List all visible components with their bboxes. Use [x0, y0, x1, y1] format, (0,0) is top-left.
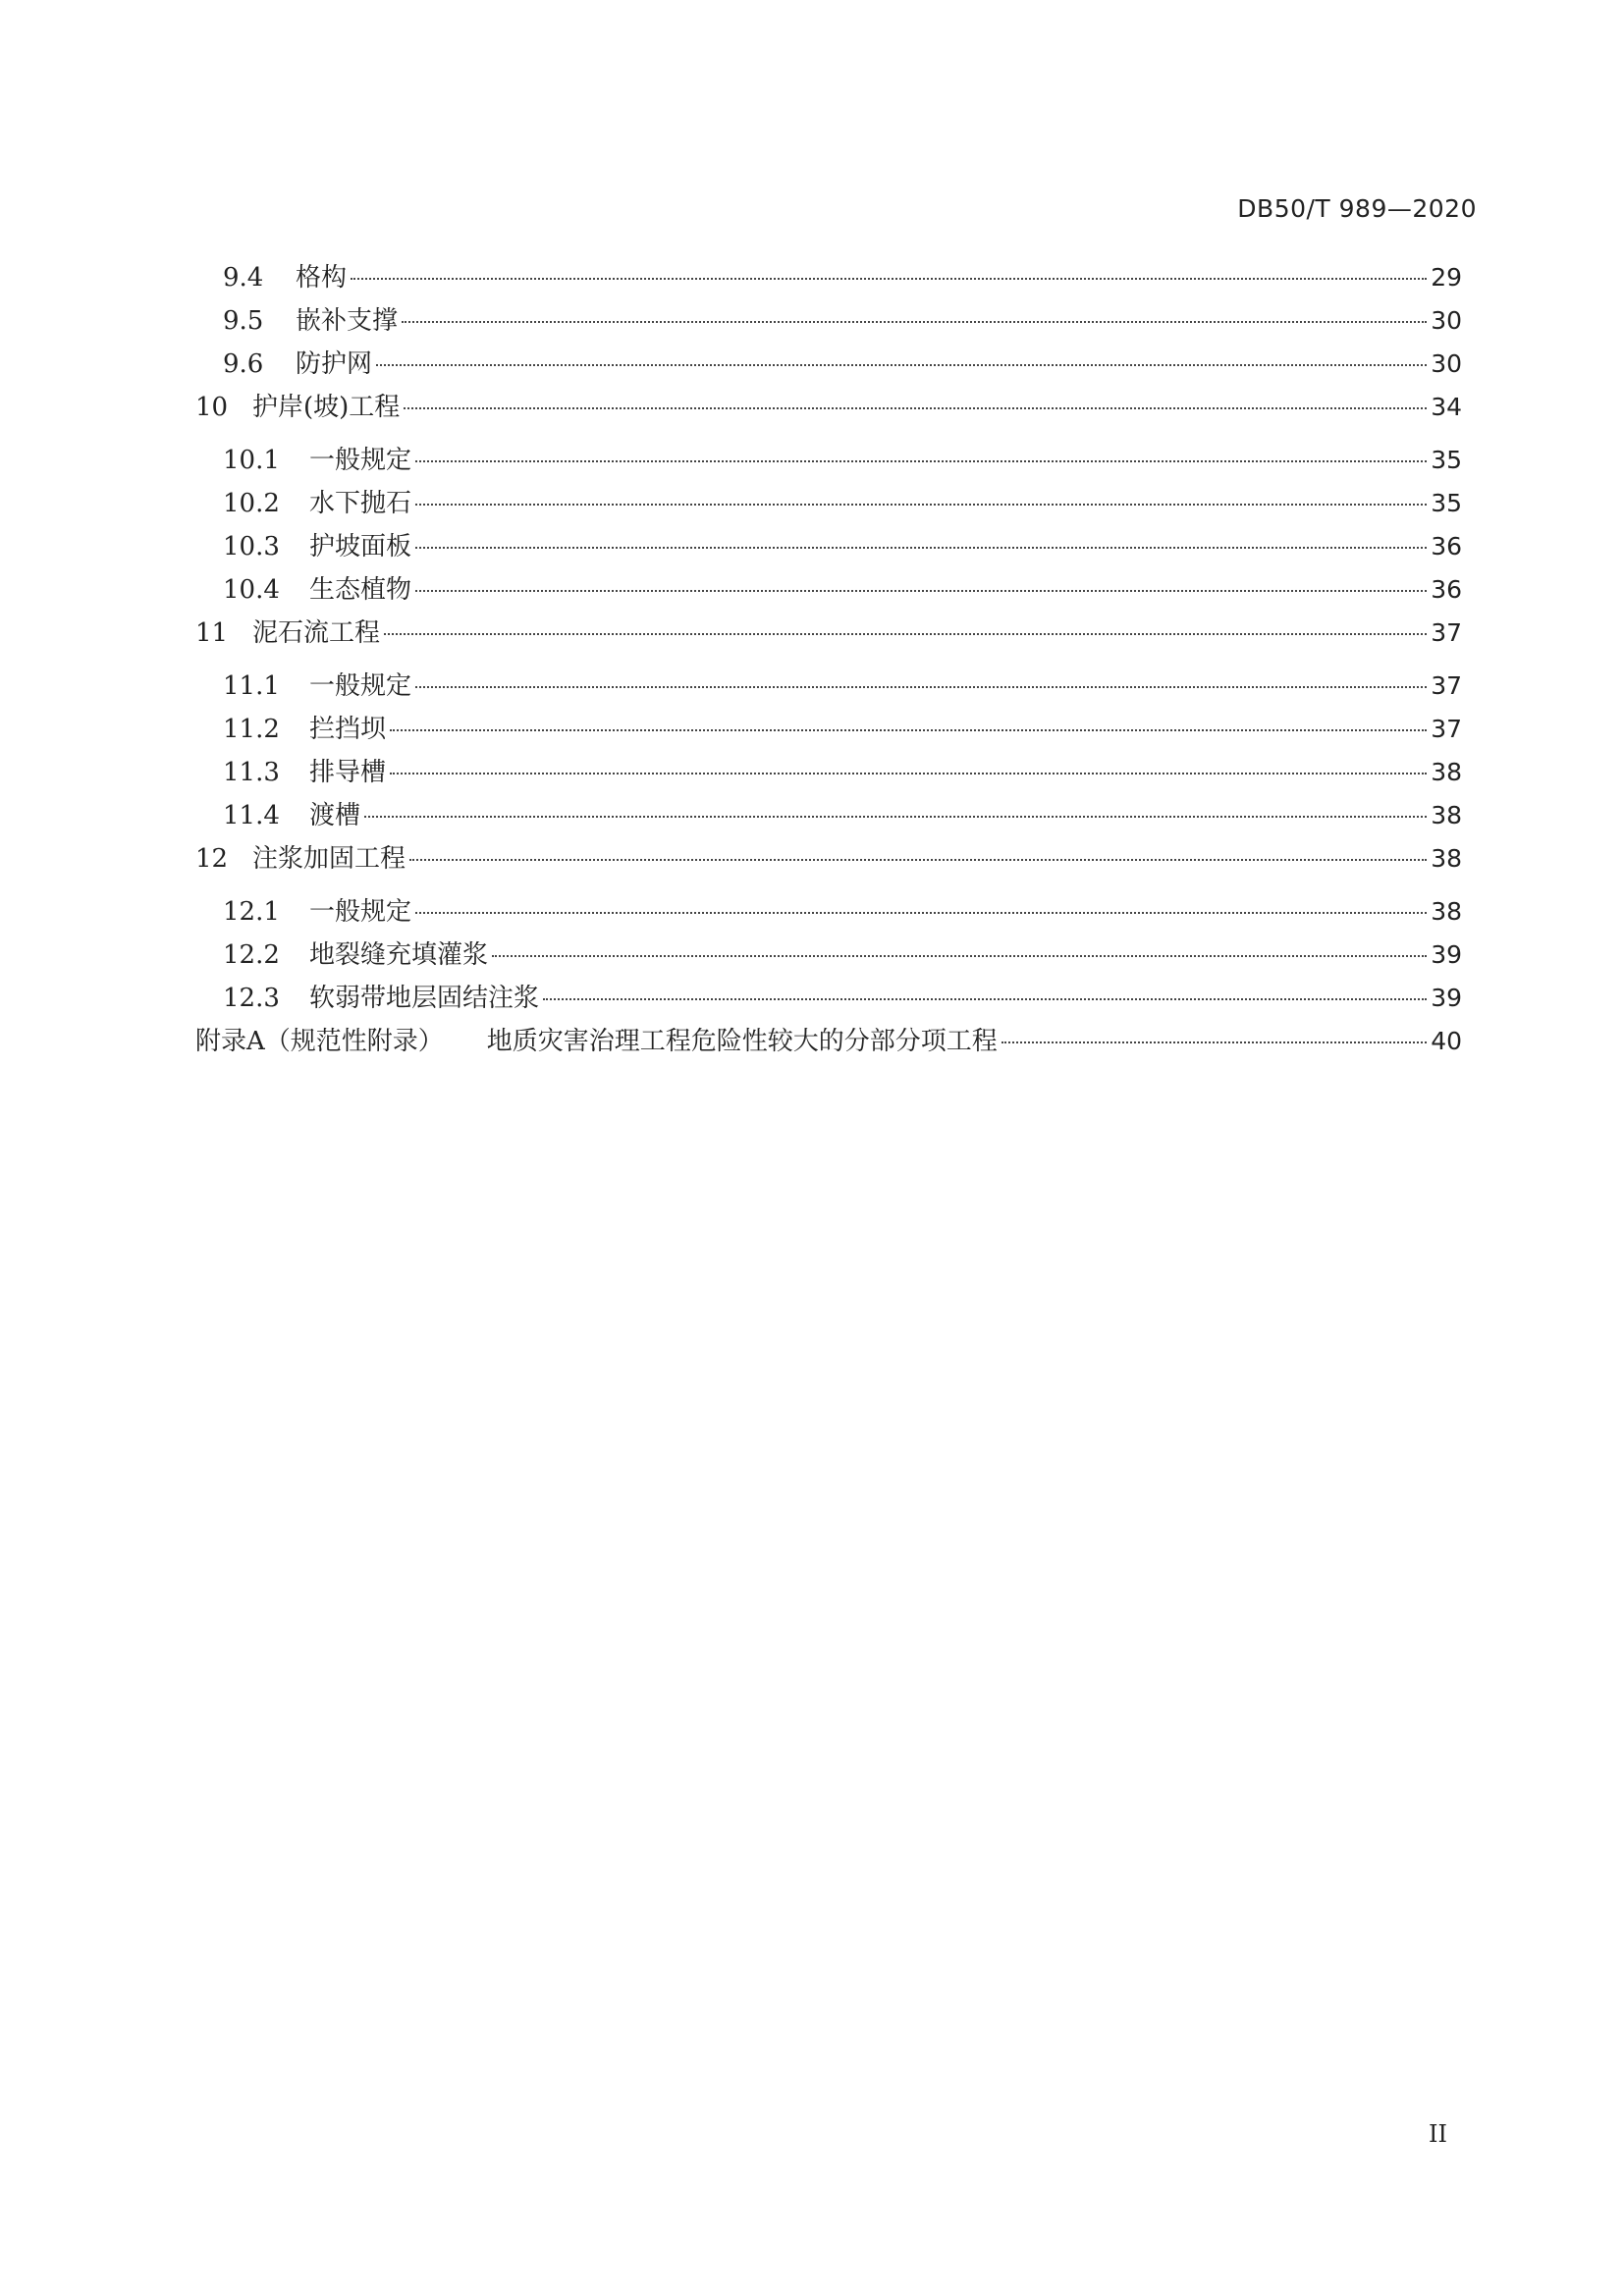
toc-entry-page: 37 [1431, 618, 1462, 647]
table-of-contents [195, 263, 1462, 1080]
toc-entry-number: 10.2 [223, 489, 280, 518]
toc-entry-page: 39 [1431, 940, 1462, 969]
toc-entry-number: 10.3 [223, 532, 280, 561]
toc-entry-number: 12.1 [223, 897, 280, 927]
toc-entry-page: 37 [1431, 671, 1462, 700]
toc-entry[interactable] [195, 671, 1462, 701]
toc-entry[interactable] [195, 940, 1462, 970]
toc-entry-title: 护岸(坡)工程 [252, 393, 401, 422]
toc-entry[interactable] [195, 575, 1462, 605]
toc-entry-title: 一般规定 [309, 671, 412, 701]
toc-leader-dots [415, 686, 1427, 688]
toc-leader-dots [492, 955, 1427, 957]
toc-entry-number: 10.1 [223, 446, 280, 475]
toc-entry[interactable] [195, 715, 1462, 744]
toc-entry-title: 水下抛石 [309, 489, 412, 518]
appendix-page: 40 [1431, 1027, 1462, 1055]
toc-leader-dots [415, 460, 1427, 462]
toc-leader-dots [390, 729, 1427, 731]
toc-entry-page: 34 [1431, 393, 1462, 421]
toc-leader-dots [543, 998, 1427, 1000]
toc-entry-title: 防护网 [296, 349, 373, 379]
toc-entry-page: 35 [1431, 489, 1462, 517]
toc-leader-dots [415, 547, 1427, 549]
toc-entry-number: 9.6 [223, 349, 264, 379]
toc-entry[interactable] [195, 984, 1462, 1013]
toc-leader-dots [415, 504, 1427, 506]
toc-entry-number: 11.4 [223, 801, 280, 830]
toc-entry[interactable] [195, 393, 1462, 422]
toc-entry-title: 格构 [296, 263, 348, 293]
toc-entry[interactable] [195, 446, 1462, 475]
toc-entry[interactable] [195, 897, 1462, 927]
toc-entry-number: 10 [195, 393, 229, 422]
toc-entry-number: 9.5 [223, 306, 264, 336]
toc-leader-dots [402, 321, 1427, 323]
toc-entry[interactable] [195, 844, 1462, 874]
toc-entry-number: 9.4 [223, 263, 264, 293]
toc-entry-title: 地裂缝充填灌浆 [309, 940, 489, 970]
toc-entry-title: 嵌补支撑 [296, 306, 399, 336]
toc-entry-number: 12.2 [223, 940, 280, 970]
toc-entry-title: 排导槽 [309, 758, 387, 787]
toc-entry-page: 29 [1431, 263, 1462, 292]
toc-entry-title: 软弱带地层固结注浆 [309, 984, 540, 1013]
toc-entry-page: 36 [1431, 575, 1462, 604]
toc-entry-page: 38 [1431, 897, 1462, 926]
toc-leader-dots [364, 816, 1427, 818]
toc-entry-title: 护坡面板 [309, 532, 412, 561]
toc-entry-title: 注浆加固工程 [252, 844, 406, 874]
toc-entry-page: 38 [1431, 801, 1462, 829]
toc-leader-dots [351, 278, 1427, 280]
toc-entry-number: 11 [195, 618, 229, 648]
toc-entry-number: 12 [195, 844, 229, 874]
toc-entry[interactable] [195, 532, 1462, 561]
toc-entry-title: 一般规定 [309, 897, 412, 927]
toc-entry[interactable] [195, 758, 1462, 787]
page-number: II [1429, 2120, 1447, 2148]
toc-leader-dots [1001, 1041, 1427, 1043]
toc-entry-page: 38 [1431, 758, 1462, 786]
appendix-title: 地质灾害治理工程危险性较大的分部分项工程 [486, 1027, 998, 1056]
toc-entry-page: 38 [1431, 844, 1462, 873]
toc-leader-dots [415, 590, 1427, 592]
toc-entry-title: 泥石流工程 [252, 618, 381, 648]
toc-entry-page: 30 [1431, 306, 1462, 335]
toc-entry-page: 37 [1431, 715, 1462, 743]
toc-entry-number: 11.3 [223, 758, 280, 787]
toc-entry-page: 39 [1431, 984, 1462, 1012]
toc-entry[interactable] [195, 263, 1462, 293]
toc-entry-number: 11.1 [223, 671, 280, 701]
toc-leader-dots [404, 407, 1427, 409]
appendix-gap [444, 1027, 487, 1056]
toc-entry-appendix-a[interactable] [195, 1027, 1462, 1056]
toc-entry-title: 渡槽 [309, 801, 361, 830]
appendix-label: 附录A（规范性附录） [195, 1027, 444, 1056]
toc-entry[interactable] [195, 306, 1462, 336]
toc-entry[interactable] [195, 618, 1462, 648]
toc-entry[interactable] [195, 801, 1462, 830]
toc-leader-dots [390, 773, 1427, 774]
toc-leader-dots [415, 912, 1427, 914]
toc-leader-dots [409, 859, 1427, 861]
toc-entry-title: 一般规定 [309, 446, 412, 475]
toc-entry[interactable] [195, 489, 1462, 518]
toc-entry-page: 35 [1431, 446, 1462, 474]
toc-entry-number: 12.3 [223, 984, 280, 1013]
toc-leader-dots [376, 364, 1427, 366]
toc-leader-dots [384, 633, 1427, 635]
toc-entry-page: 36 [1431, 532, 1462, 561]
toc-entry-title: 生态植物 [309, 575, 412, 605]
toc-entry[interactable] [195, 349, 1462, 379]
toc-entry-title: 拦挡坝 [309, 715, 387, 744]
toc-entry-number: 10.4 [223, 575, 280, 605]
toc-entry-page: 30 [1431, 349, 1462, 378]
standard-code: DB50/T 989—2020 [1237, 194, 1477, 223]
toc-entry-number: 11.2 [223, 715, 280, 744]
